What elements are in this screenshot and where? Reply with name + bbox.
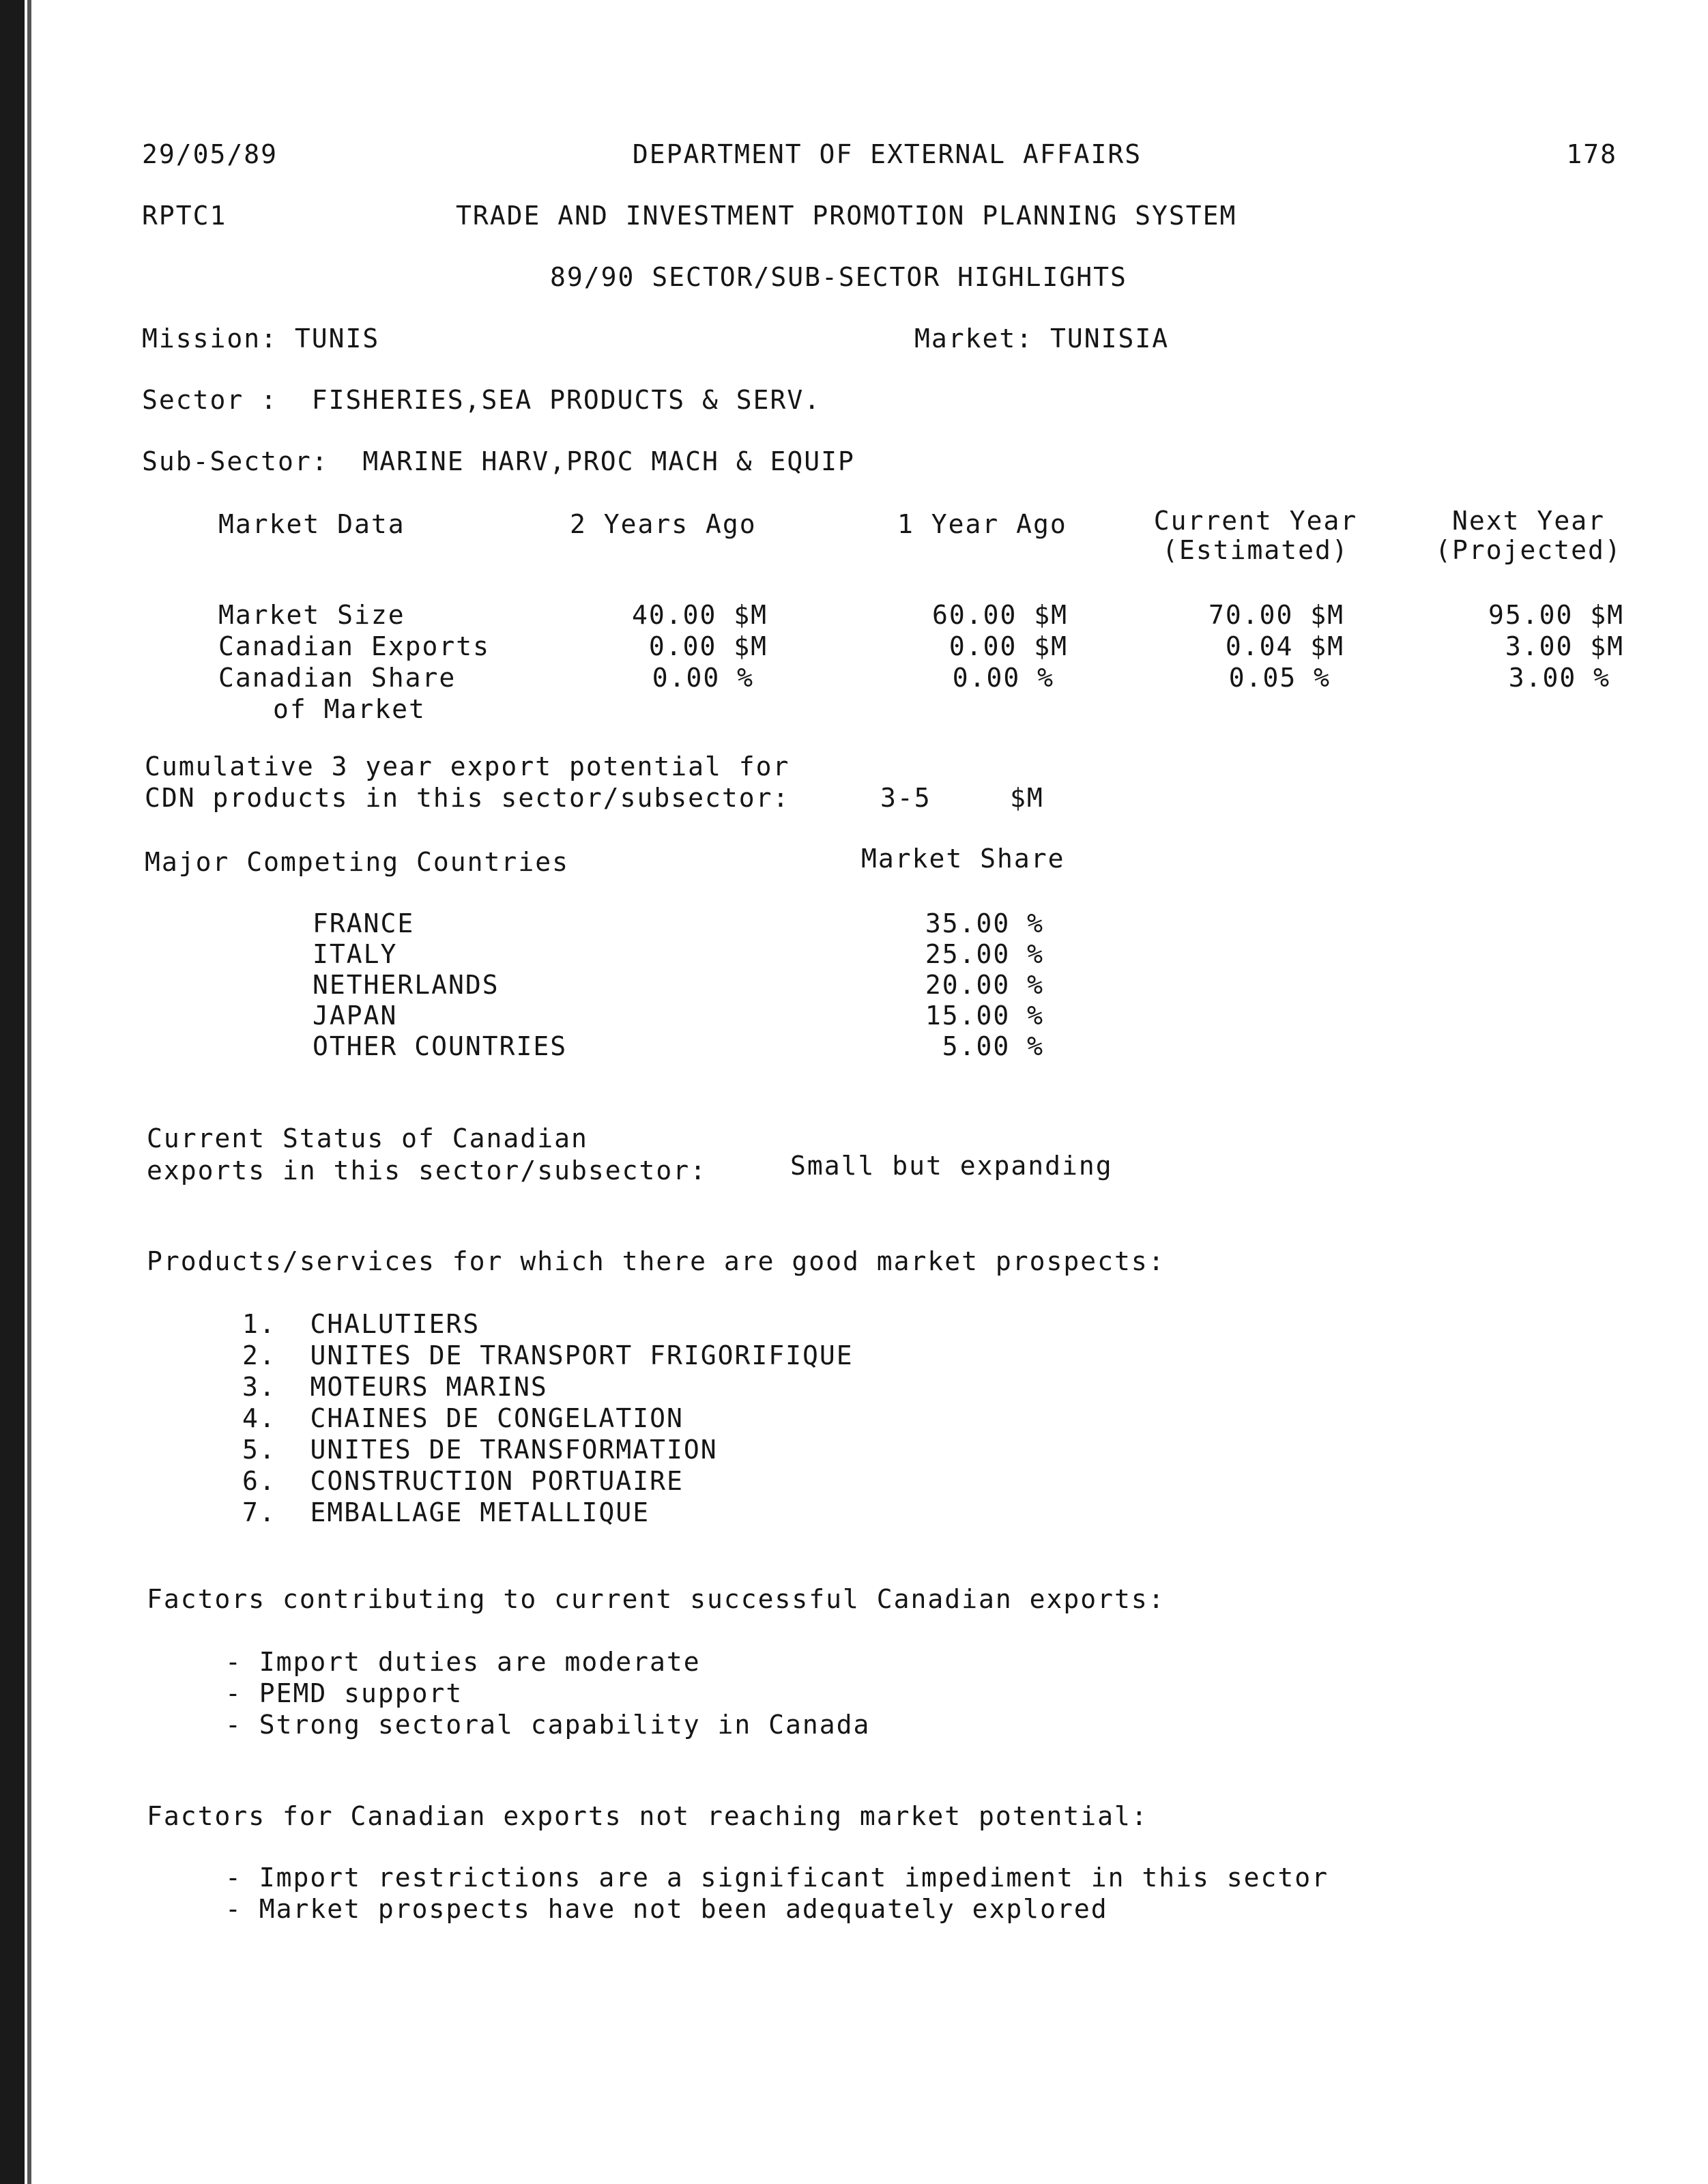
- mission-label: Mission: TUNIS: [142, 324, 380, 354]
- cell-2-years-ago: 40.00 $M: [631, 600, 768, 630]
- list-item: - Import duties are moderate: [225, 1647, 701, 1677]
- potential-value: 3-5: [880, 783, 931, 813]
- list-item: 7. EMBALLAGE METALLIQUE: [242, 1497, 650, 1527]
- products-heading: Products/services for which there are good market prospects:: [147, 1246, 1166, 1276]
- competitor-share: 25.00 %: [925, 939, 1044, 969]
- barriers-heading: Factors for Canadian exports not reaching market potential:: [147, 1801, 1148, 1831]
- sector-label: Sector : FISHERIES,SEA PRODUCTS & SERV.: [142, 385, 822, 415]
- list-item: - Strong sectoral capability in Canada: [225, 1710, 871, 1740]
- cell-current-year: 70.00 $M: [1208, 600, 1344, 630]
- table-header-2-years-ago: 2 Years Ago: [570, 509, 757, 539]
- list-item: 2. UNITES DE TRANSPORT FRIGORIFIQUE: [242, 1340, 854, 1370]
- table-header-1-year-ago: 1 Year Ago: [897, 509, 1067, 539]
- table-header-current-year: Current Year: [1153, 506, 1358, 536]
- row-label: Canadian Share: [218, 663, 457, 693]
- status-line2: exports in this sector/subsector:: [147, 1155, 707, 1186]
- competitor-share: 5.00 %: [942, 1031, 1044, 1061]
- competitor-share: 35.00 %: [925, 908, 1044, 938]
- report-code: RPTC1: [142, 201, 227, 231]
- potential-line2: CDN products in this sector/subsector:: [145, 783, 790, 813]
- list-item: - PEMD support: [225, 1678, 463, 1708]
- table-header-estimated: (Estimated): [1162, 535, 1349, 565]
- market-share-heading: Market Share: [861, 844, 1065, 874]
- competitor-country: ITALY: [313, 939, 398, 969]
- list-item: 6. CONSTRUCTION PORTUAIRE: [242, 1466, 684, 1496]
- competitor-share: 15.00 %: [925, 1001, 1044, 1031]
- row-label-continued: of Market: [273, 694, 426, 724]
- cell-next-year: 3.00 %: [1508, 663, 1610, 693]
- potential-line1: Cumulative 3 year export potential for: [145, 751, 790, 781]
- table-header-market-data: Market Data: [218, 509, 405, 539]
- cell-next-year: 3.00 $M: [1505, 631, 1624, 661]
- status-line1: Current Status of Canadian: [147, 1123, 588, 1153]
- competitor-share: 20.00 %: [925, 970, 1044, 1000]
- market-label: Market: TUNISIA: [914, 324, 1170, 354]
- department-title: DEPARTMENT OF EXTERNAL AFFAIRS: [632, 139, 1142, 169]
- competitor-country: FRANCE: [313, 908, 415, 938]
- status-value: Small but expanding: [790, 1151, 1113, 1181]
- report-subtitle: 89/90 SECTOR/SUB-SECTOR HIGHLIGHTS: [550, 262, 1127, 292]
- cell-2-years-ago: 0.00 %: [652, 663, 754, 693]
- cell-2-years-ago: 0.00 $M: [648, 631, 768, 661]
- system-title: TRADE AND INVESTMENT PROMOTION PLANNING SYSTEM: [456, 201, 1237, 231]
- competitors-heading: Major Competing Countries: [145, 847, 569, 877]
- list-item: 1. CHALUTIERS: [242, 1309, 480, 1339]
- list-item: - Market prospects have not been adequately explored: [225, 1894, 1108, 1924]
- potential-unit: $M: [1010, 783, 1044, 813]
- cell-1-year-ago: 60.00 $M: [931, 600, 1068, 630]
- competitor-country: OTHER COUNTRIES: [313, 1031, 568, 1061]
- table-header-next-year: Next Year: [1452, 506, 1605, 536]
- list-item: 3. MOTEURS MARINS: [242, 1372, 548, 1402]
- row-label: Canadian Exports: [218, 631, 491, 661]
- cell-current-year: 0.05 %: [1228, 663, 1331, 693]
- list-item: - Import restrictions are a significant impediment in this sector: [225, 1863, 1329, 1893]
- scan-left-edge: [0, 0, 25, 2184]
- row-label: Market Size: [218, 600, 405, 630]
- cell-next-year: 95.00 $M: [1488, 600, 1624, 630]
- list-item: 5. UNITES DE TRANSFORMATION: [242, 1435, 718, 1465]
- subsector-label: Sub-Sector: MARINE HARV,PROC MACH & EQUIP: [142, 446, 855, 476]
- cell-1-year-ago: 0.00 $M: [949, 631, 1068, 661]
- table-header-projected: (Projected): [1435, 535, 1622, 565]
- competitor-country: NETHERLANDS: [313, 970, 500, 1000]
- page-number: 178: [1566, 139, 1617, 169]
- list-item: 4. CHAINES DE CONGELATION: [242, 1403, 684, 1433]
- cell-current-year: 0.04 $M: [1225, 631, 1344, 661]
- success-factors-heading: Factors contributing to current successful Canadian exports:: [147, 1584, 1166, 1614]
- cell-1-year-ago: 0.00 %: [952, 663, 1054, 693]
- report-date: 29/05/89: [142, 139, 278, 169]
- competitor-country: JAPAN: [313, 1001, 398, 1031]
- scan-left-edge-shadow: [27, 0, 31, 2184]
